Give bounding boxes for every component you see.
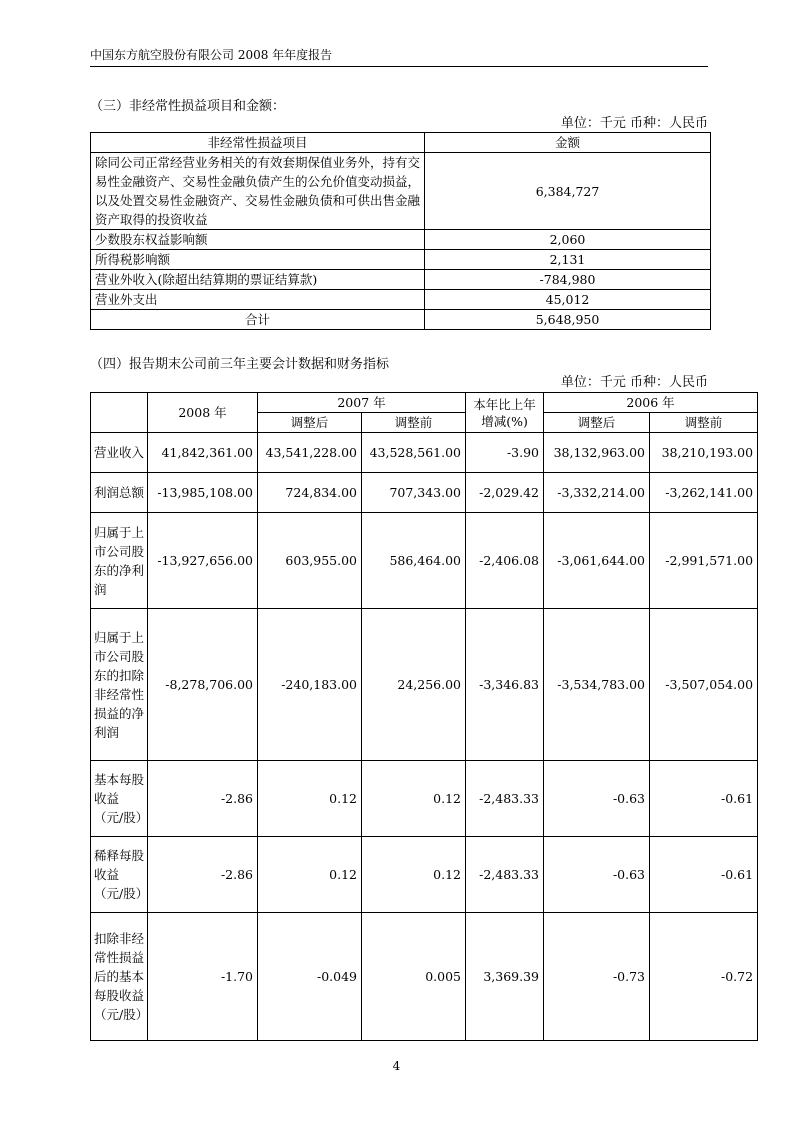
table-row (91, 250, 711, 270)
value-change: -2,406.08 (466, 513, 544, 609)
column-header-2006-adjusted-before: 调整前 (650, 413, 758, 433)
value-2006-adjusted-after: 38,132,963.00 (544, 433, 650, 473)
value-2007-adjusted-after: 724,834.00 (258, 473, 362, 513)
column-header-2007-adjusted-after: 调整后 (258, 413, 362, 433)
table-header-row (91, 133, 711, 153)
row-label: 扣除非经常性损益后的基本每股收益（元/股） (91, 913, 148, 1041)
section3-title: （三）非经常性损益项目和金额： (90, 99, 286, 114)
column-header-2007-adjusted-before: 调整前 (362, 413, 466, 433)
table-row (91, 230, 711, 250)
value-2007-adjusted-after: 43,541,228.00 (258, 433, 362, 473)
row-label: 基本每股收益（元/股） (91, 761, 148, 837)
table-row (91, 153, 711, 230)
value-change: 3,369.39 (466, 913, 544, 1041)
total-row (91, 310, 711, 330)
amount-cell: 6,384,727 (425, 153, 711, 230)
row-label: 稀释每股收益（元/股） (91, 837, 148, 913)
row-label: 利润总额 (91, 473, 148, 513)
section4-title: （四）报告期末公司前三年主要会计数据和财务指标 (90, 357, 390, 372)
section3-unit: 单位：千元 币种：人民币 (560, 116, 708, 131)
value-change: -2,483.33 (466, 761, 544, 837)
value-2006-adjusted-after: -0.73 (544, 913, 650, 1041)
table-row (91, 837, 758, 913)
value-change: -2,029.42 (466, 473, 544, 513)
value-2007-adjusted-before: 43,528,561.00 (362, 433, 466, 473)
value-2006-adjusted-before: 38,210,193.00 (650, 433, 758, 473)
value-2007-adjusted-after: -240,183.00 (258, 609, 362, 761)
column-header-2008: 2008 年 (148, 393, 258, 433)
table-row (91, 609, 758, 761)
value-2007-adjusted-before: 707,343.00 (362, 473, 466, 513)
value-change: -2,483.33 (466, 837, 544, 913)
total-amount: 5,648,950 (425, 310, 711, 330)
column-header-2007: 2007 年 (258, 393, 466, 413)
value-change: -3,346.83 (466, 609, 544, 761)
value-2006-adjusted-after: -0.63 (544, 761, 650, 837)
value-2006-adjusted-after: -0.63 (544, 837, 650, 913)
section4-unit: 单位：千元 币种：人民币 (560, 375, 708, 390)
value-2008: 41,842,361.00 (148, 433, 258, 473)
value-change: -3.90 (466, 433, 544, 473)
value-2007-adjusted-before: 24,256.00 (362, 609, 466, 761)
row-label: 归属于上市公司股东的净利润 (91, 513, 148, 609)
value-2007-adjusted-after: 0.12 (258, 761, 362, 837)
table-row (91, 473, 758, 513)
value-2007-adjusted-after: 603,955.00 (258, 513, 362, 609)
value-2006-adjusted-after: -3,534,783.00 (544, 609, 650, 761)
table-row (91, 270, 711, 290)
column-header-2006-adjusted-after: 调整后 (544, 413, 650, 433)
item-cell: 所得税影响额 (91, 250, 425, 270)
value-2006-adjusted-after: -3,061,644.00 (544, 513, 650, 609)
value-2007-adjusted-before: 0.12 (362, 761, 466, 837)
value-2006-adjusted-before: -0.72 (650, 913, 758, 1041)
table-row (91, 290, 711, 310)
nonrecurring-items-table (90, 132, 711, 330)
value-2006-adjusted-before: -2,991,571.00 (650, 513, 758, 609)
column-header-amount: 金额 (425, 133, 711, 153)
value-2007-adjusted-before: 0.005 (362, 913, 466, 1041)
item-cell: 除同公司正常经营业务相关的有效套期保值业务外，持有交易性金融资产、交易性金融负债产生的公允价值变动损益，以及处置交易性金融资产、交易性金融负债和可供出售金融资产取得的投资收益 (91, 153, 425, 230)
table-row (91, 761, 758, 837)
amount-cell: 2,060 (425, 230, 711, 250)
table-row (91, 433, 758, 473)
table-row (91, 513, 758, 609)
value-2007-adjusted-after: 0.12 (258, 837, 362, 913)
item-cell: 少数股东权益影响额 (91, 230, 425, 250)
value-2007-adjusted-after: -0.049 (258, 913, 362, 1041)
row-label: 营业收入 (91, 433, 148, 473)
value-2008: -1.70 (148, 913, 258, 1041)
amount-cell: -784,980 (425, 270, 711, 290)
column-header-item: 非经常性损益项目 (91, 133, 425, 153)
value-2006-adjusted-after: -3,332,214.00 (544, 473, 650, 513)
column-header-change: 本年比上年增减(%) (466, 393, 544, 433)
table-header-row (91, 393, 758, 413)
value-2007-adjusted-before: 586,464.00 (362, 513, 466, 609)
amount-cell: 2,131 (425, 250, 711, 270)
column-header-2006: 2006 年 (544, 393, 758, 413)
row-label: 归属于上市公司股东的扣除非经常性损益的净利润 (91, 609, 148, 761)
value-2007-adjusted-before: 0.12 (362, 837, 466, 913)
total-label: 合计 (91, 310, 425, 330)
value-2006-adjusted-before: -0.61 (650, 837, 758, 913)
value-2006-adjusted-before: -3,507,054.00 (650, 609, 758, 761)
financial-indicators-table (90, 392, 758, 1041)
table-row (91, 913, 758, 1041)
page-header: 中国东方航空股份有限公司 2008 年年度报告 (90, 47, 708, 67)
value-2008: -13,985,108.00 (148, 473, 258, 513)
value-2008: -2.86 (148, 761, 258, 837)
page-number: 4 (392, 1059, 401, 1073)
value-2008: -13,927,656.00 (148, 513, 258, 609)
header-blank (91, 393, 148, 433)
value-2008: -8,278,706.00 (148, 609, 258, 761)
item-cell: 营业外收入(除超出结算期的票证结算款) (91, 270, 425, 290)
value-2006-adjusted-before: -3,262,141.00 (650, 473, 758, 513)
value-2008: -2.86 (148, 837, 258, 913)
amount-cell: 45,012 (425, 290, 711, 310)
value-2006-adjusted-before: -0.61 (650, 761, 758, 837)
item-cell: 营业外支出 (91, 290, 425, 310)
